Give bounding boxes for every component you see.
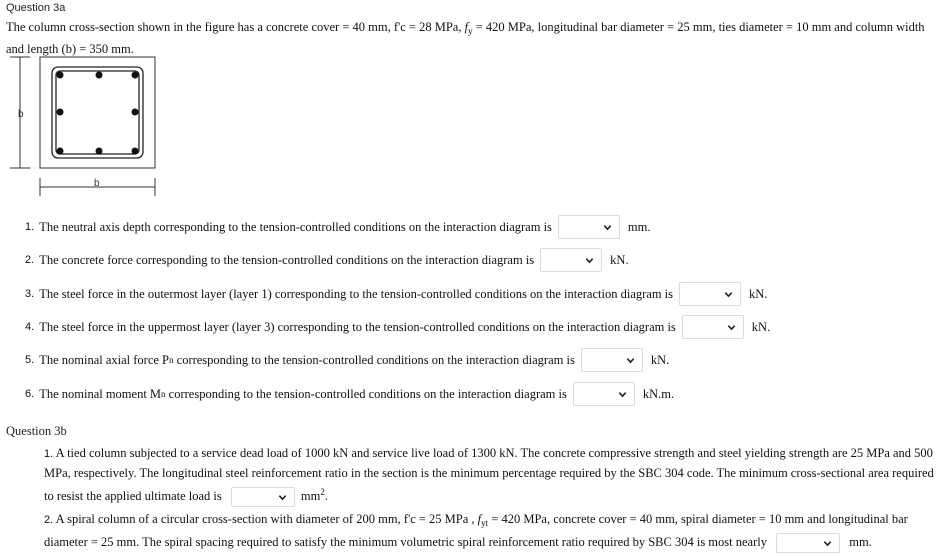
item-end: . <box>324 489 328 503</box>
bar <box>132 109 139 116</box>
chevron-down-icon <box>724 290 733 299</box>
chevron-down-icon <box>727 323 736 332</box>
item-number: 3. <box>25 288 35 300</box>
item-unit: kN.m. <box>642 386 675 401</box>
intro-text-2: = 420 MPa, longitudinal bar diameter = 25 mm, ties diameter = 10 mm and column width and length (b) = 350 mm. <box>6 20 925 56</box>
q3a-item-3 <box>25 282 767 306</box>
unit-superscript: 2 <box>320 487 325 497</box>
answer-dropdown-4[interactable] <box>682 315 744 339</box>
item-text: The steel force in the outermost layer (layer 1) corresponding to the tension-controlled conditions on the interaction diagram is <box>39 286 674 301</box>
item-unit: mm. <box>627 219 651 234</box>
side-dimension-label: b <box>18 109 24 120</box>
q3a-item-6 <box>25 382 674 406</box>
item-text-1: A spiral column of a circular cross-section with diameter of 200 mm, f'c = 25 MPa , <box>55 512 475 526</box>
chevron-down-icon <box>603 223 612 232</box>
q3a-item-5 <box>25 348 669 372</box>
bar <box>132 148 139 155</box>
item-text-post: corresponding to the tension-controlled conditions on the interaction diagram is <box>168 386 567 401</box>
bar <box>57 148 64 155</box>
item-text: The nominal axial force P <box>39 352 170 367</box>
answer-dropdown-5[interactable] <box>581 348 643 372</box>
item-unit: kN. <box>610 252 629 267</box>
item-unit: kN. <box>751 319 771 334</box>
item-unit: kN. <box>650 352 670 367</box>
q3b-item-1 <box>44 444 934 507</box>
q3b-item-2 <box>44 510 934 553</box>
item-number: 6. <box>25 388 35 400</box>
bar <box>96 148 103 155</box>
item-number: 1. <box>44 448 54 460</box>
answer-dropdown-3b-1[interactable] <box>231 487 295 507</box>
answer-dropdown-3b-2[interactable] <box>776 533 840 553</box>
bottom-dimension-label: b <box>94 178 100 189</box>
fy-subscript: y <box>468 26 473 36</box>
item-unit: mm. <box>849 535 872 549</box>
item-text-post: corresponding to the tension-controlled conditions on the interaction diagram is <box>176 352 575 367</box>
item-number: 4. <box>25 321 35 333</box>
bar <box>132 72 139 79</box>
item-unit: kN. <box>749 286 768 301</box>
intro-text-1: The column cross-section shown in the figure has a concrete cover = 40 mm, f'c = 28 MPa, <box>6 20 462 34</box>
fy-symbol: f <box>464 20 469 34</box>
question-3a-intro <box>6 18 936 58</box>
fyt-symbol: f <box>477 512 482 526</box>
chevron-down-icon <box>823 539 832 548</box>
fyt-subscript: yt <box>481 518 489 528</box>
column-cross-section-figure <box>4 54 162 204</box>
q3a-item-1 <box>25 215 650 239</box>
item-text: The nominal moment M <box>39 386 162 401</box>
q3a-item-4 <box>25 315 770 339</box>
item-text: A tied column subjected to a service dead load of 1000 kN and service live load of 1300 kN. The concrete compressive strength and steel yielding strength are 25 MPa and 500 MPa, respectively. The longitudinal steel reinforcement ratio in the section is the minimum percentage required by the SBC 304 code. The minimum cross-sectional area required to resist the applied ultimate load is <box>44 446 934 503</box>
item-text: The steel force in the uppermost layer (layer 3) corresponding to the tension-controlled conditions on the interaction diagram is <box>39 319 676 334</box>
chevron-down-icon <box>278 493 287 502</box>
item-number: 2. <box>44 514 54 526</box>
item-number: 5. <box>25 354 35 366</box>
question-3b-title: Question 3b <box>6 424 67 438</box>
answer-dropdown-1[interactable] <box>558 215 620 239</box>
item-text-2: = 420 MPa, concrete cover = 40 mm, spiral diameter = 10 mm and longitudinal bar diameter = 25 mm. The spiral spacing required to satisfy the minimum volumetric spiral reinforcement ratio required by SBC 304 is most nearly <box>44 512 908 549</box>
bar <box>57 72 64 79</box>
answer-dropdown-3[interactable] <box>679 282 741 306</box>
item-number: 1. <box>25 221 35 233</box>
answer-dropdown-2[interactable] <box>540 248 602 272</box>
chevron-down-icon <box>626 356 635 365</box>
item-text: The concrete force corresponding to the tension-controlled conditions on the interaction diagram is <box>39 252 535 267</box>
item-unit: mm <box>300 489 321 503</box>
question-3a-title: Question 3a <box>6 2 66 14</box>
chevron-down-icon <box>618 390 627 399</box>
bar <box>57 109 64 116</box>
chevron-down-icon <box>585 256 594 265</box>
item-text: The neutral axis depth corresponding to the tension-controlled conditions on the interaction diagram is <box>39 219 552 234</box>
mn-subscript: n <box>161 389 166 399</box>
answer-dropdown-6[interactable] <box>573 382 635 406</box>
item-number: 2. <box>25 254 35 266</box>
bar <box>96 72 103 79</box>
pn-subscript: n <box>169 355 174 365</box>
q3a-item-2 <box>25 248 629 272</box>
